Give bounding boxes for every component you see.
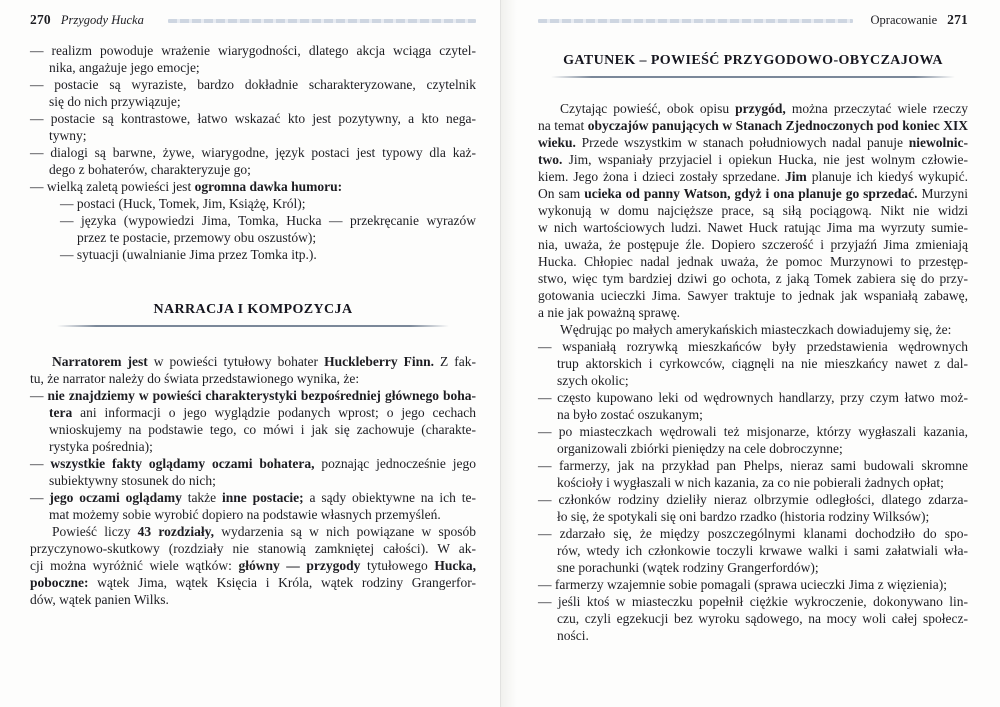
text-line: two. Jim, wspaniały przyjaciel i opiekun Hucka, nie jest wolnym człowie- — [538, 152, 968, 167]
text-line: tu, że narrator należy do świata przedstawionego wynika, że: — [30, 371, 360, 386]
right-running-title: Opracowanie — [870, 12, 938, 27]
text-line: nia, uważa, że postępuje źle. Dopiero szczerość i przyjaźń Jima zmieniają — [538, 237, 968, 252]
paragraph — [538, 100, 968, 321]
text-line: wykonują w domu najcięższe prace, są siłą pociągową. Nikt nie widzi — [538, 203, 968, 218]
left-page-number: 270 — [30, 12, 51, 27]
text-line: — postacie są wyraziste, bardzo dokładnie scharakteryzowane, czytelnik — [30, 77, 476, 92]
section-heading-rule — [551, 76, 955, 78]
text-line: On sam ucieka od panny Watson, gdyż i ona planuje go sprzedać. Murzyni — [538, 186, 968, 201]
text-line: mat możemy sobie wyrobić dopiero na podstawie własnych przemyśleń. — [49, 507, 441, 522]
left-page-header — [30, 12, 476, 28]
text-line: Wędrując po małych amerykańskich miasteczkach dowiadujemy się, że: — [560, 322, 952, 337]
text-line: sne porachunki (wątek rodziny Grangerfordów); — [557, 560, 819, 575]
bullet-item — [30, 455, 476, 489]
bullet-item — [30, 76, 476, 110]
bullet-item — [538, 576, 968, 593]
text-line: Czytając powieść, obok opisu przygód, można przeczytać wiele rzeczy — [560, 101, 968, 116]
text-line: stwo, więc tym bardziej dziwi go ochota, z jaką Tomek zabiera się do przy- — [538, 271, 968, 286]
text-line: organizowali zbiórki pieniędzy na cele dobroczynne; — [557, 441, 843, 456]
text-line: Narratorem jest w powieści tytułowy bohater Huckleberry Finn. Z fak- — [52, 354, 477, 369]
text-line: — postacie są kontrastowe, łatwo wskazać kto jest pozytywny, a kto nega- — [30, 111, 476, 126]
text-line: — jego oczami oglądamy także inne postacie; a sądy obiektywne na ich te- — [30, 490, 476, 505]
text-line: gotowania ucieczki Jima. Sawyer traktuje to jednak jak wspaniałą zabawę, — [538, 288, 968, 303]
left-header-rule — [168, 19, 476, 23]
text-line: się do nich przywiązuje; — [49, 94, 181, 109]
right-page — [500, 0, 1000, 707]
text-line: wnioskujemy na podstawie tego, co mówi i jak się zachowuje (charakte- — [49, 422, 476, 437]
text-line: — postaci (Huck, Tomek, Jim, Książę, Król); — [60, 196, 306, 211]
text-line: — dialogi są barwne, żywe, wiarygodne, język postaci jest typowy dla każ- — [30, 145, 476, 160]
text-line: na było zostać oszukanym; — [557, 407, 703, 422]
text-line: — jeśli ktoś w miasteczku popełnił ciężkie wykroczenie, dokonywano lin- — [538, 594, 968, 609]
bullet-item — [538, 338, 968, 389]
text-line: — nie znajdziemy w powieści charakterystyki bezpośredniej głównego boha- — [30, 388, 477, 403]
paragraph — [30, 523, 476, 608]
text-line: — wielką zaletą powieści jest ogromna dawka humoru: — [30, 179, 343, 194]
text-line: Hucka. Chłopiec nadal jednak uważa, że pomoc Murzynowi to przestęp- — [538, 254, 968, 269]
text-line: — członków rodziny dzieliły nieraz olbrzymie odległości, dlatego zdarza- — [538, 492, 968, 507]
bullet-item — [30, 178, 476, 195]
bullet-item — [30, 110, 476, 144]
text-line: rystyka pośrednia); — [49, 439, 153, 454]
text-line: wieku. Przede wszystkim w stanach południowych nadal panuje niewolnic- — [538, 135, 968, 150]
text-line: kościoły i wygłaszali w nich kazania, za co nie pobierali żadnych opłat; — [557, 475, 944, 490]
text-line: ności. — [557, 628, 589, 643]
left-running-title: Przygody Hucka — [60, 12, 144, 27]
text-line: rów, wtedy ich członkowie toczyli krwawe walki i sami załatwiali wła- — [557, 543, 968, 558]
paragraph — [538, 321, 968, 338]
section-heading — [30, 301, 476, 327]
section-heading-text: GATUNEK – POWIEŚĆ PRZYGODOWO-OBYCZAJOWA — [563, 53, 943, 68]
text-line: — wszystkie fakty oglądamy oczami bohatera, poznając jednocześnie jego — [30, 456, 476, 471]
text-line: Powieść liczy 43 rozdziały, wydarzenia są w nich powiązane w sposób — [52, 524, 476, 539]
text-line: — zdarzało się, że między poszczególnymi klanami dochodziło do spo- — [538, 526, 968, 541]
bullet-item — [30, 246, 476, 263]
text-line: czu, czyli egzekucji bez wyroku sądowego, na mocy woli całej społecz- — [557, 611, 968, 626]
right-page-body — [538, 52, 968, 644]
text-line: przez te postacie, przemowy obu oszustów); — [77, 230, 317, 245]
text-line: dego z bohaterów, charakteryzuje go; — [49, 162, 251, 177]
right-header-rule — [538, 19, 853, 23]
bullet-item — [538, 389, 968, 423]
text-line: tera ani informacji o jego wyglądzie podanych wprost; o jego cechach — [49, 405, 476, 420]
text-line: — po miasteczkach wędrowali też misjonarze, którzy wygłaszali kazania, — [538, 424, 968, 439]
text-line: w nich wartościowych ludzi. Nawet Huck ratując Jima ma wyrzuty sumie- — [538, 220, 968, 235]
section-heading — [538, 52, 968, 78]
bullet-item — [30, 387, 476, 455]
text-line: — języka (wypowiedzi Jima, Tomka, Hucka — przekręcanie wyrazów — [60, 213, 476, 228]
text-line: — wspaniałą rozrywką mieszkańców były przedstawienia wędrownych — [538, 339, 968, 354]
text-line: nika, angażuje jego emocje; — [49, 60, 200, 75]
text-line: przyczynowo-skutkowy (rozdziały nie stanowią zamkniętej całości). W ak- — [30, 541, 476, 556]
bullet-item — [30, 42, 476, 76]
paragraph — [30, 353, 476, 387]
bullet-item — [30, 212, 476, 246]
bullet-item — [538, 457, 968, 491]
left-page-body — [30, 42, 476, 608]
text-line: na temat obyczajów panujących w Stanach Zjednoczonych pod koniec XIX — [538, 118, 968, 133]
bullet-item — [30, 144, 476, 178]
text-line: trup aktorskich i cyrkowców, ciągnęli na nie mieszkańcy nawet z dal- — [557, 356, 968, 371]
bullet-item — [30, 195, 476, 212]
bullet-item — [538, 525, 968, 576]
bullet-item — [538, 593, 968, 644]
text-line: szych okolic; — [557, 373, 629, 388]
text-line: — często kupowano leki od wędrownych handlarzy, przy czym łatwo moż- — [538, 390, 968, 405]
text-line: subiektywny stosunek do nich; — [49, 473, 216, 488]
text-line: — farmerzy wzajemnie sobie pomagali (sprawa ucieczki Jima z więzienia); — [538, 577, 947, 592]
section-heading-rule — [57, 325, 449, 327]
text-line: a nie jak poważną sprawę. — [538, 305, 681, 320]
text-line: dów, wątek panien Wilks. — [30, 592, 169, 607]
text-line: poboczne: wątek Jima, wątek Księcia i Króla, wątek rodziny Grangerfor- — [30, 575, 476, 590]
text-line: cji można wyróżnić wiele wątków: główny — przygody tytułowego Hucka, — [30, 558, 477, 573]
text-line: tywny; — [49, 128, 87, 143]
text-line: — farmerzy, jak na przykład pan Phelps, nieraz sami budowali skromne — [538, 458, 968, 473]
text-line: — sytuacji (uwalnianie Jima przez Tomka itp.). — [60, 247, 317, 262]
bullet-item — [538, 423, 968, 457]
section-heading-text: NARRACJA I KOMPOZYCJA — [153, 302, 353, 317]
right-page-header — [538, 12, 968, 28]
text-line: ło się, że spotykali się oni bardzo rzadko (historia rodziny Wilksów); — [557, 509, 930, 524]
text-line: — realizm powoduje wrażenie wiarygodności, dlatego akcja wciąga czytel- — [30, 43, 476, 58]
right-page-number: 271 — [947, 12, 968, 27]
bullet-item — [538, 491, 968, 525]
bullet-item — [30, 489, 476, 523]
text-line: kiem. Jego żona i dzieci zostały sprzedane. Jim planuje ich kiedyś wykupić. — [538, 169, 968, 184]
